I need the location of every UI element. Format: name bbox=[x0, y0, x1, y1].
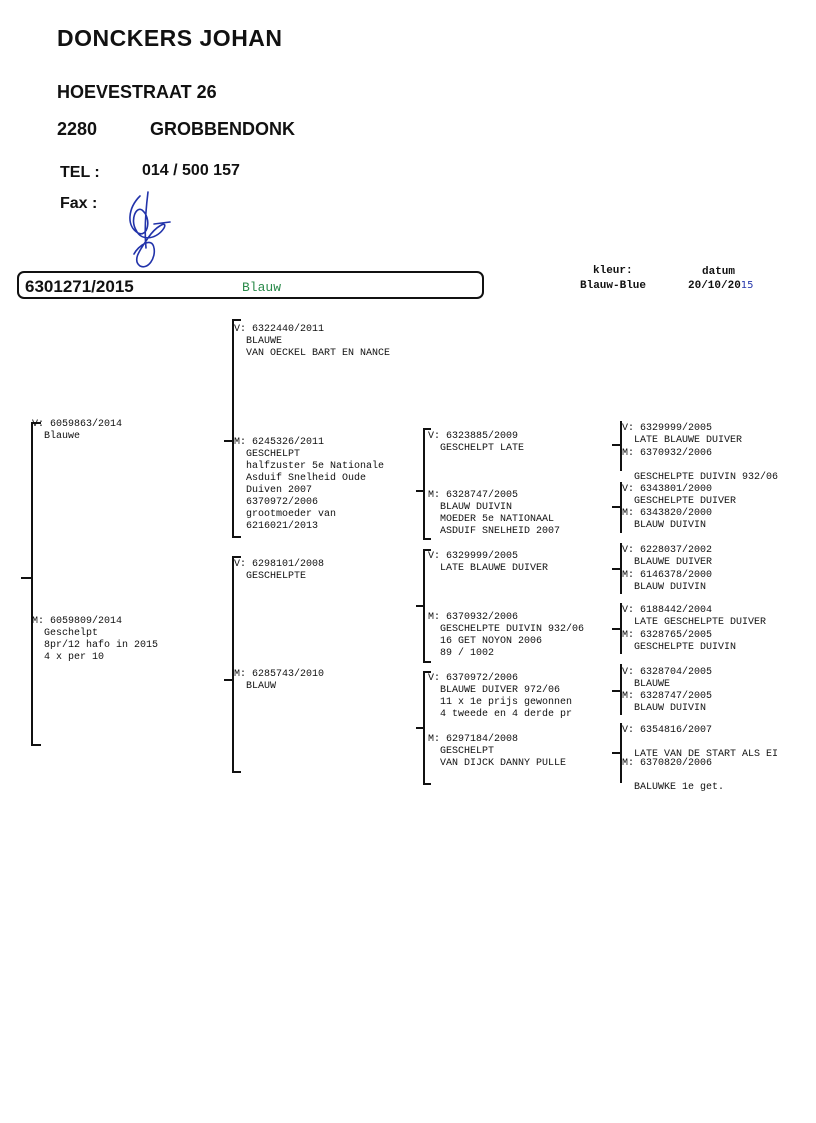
entry-line: BLAUWE bbox=[246, 336, 283, 347]
ring-number: V: 6343801/2000 bbox=[622, 484, 713, 495]
entry-line: GESCHELPT bbox=[440, 746, 495, 757]
bracket-gen3-b bbox=[423, 549, 425, 662]
ring-number: M: 6245326/2011 bbox=[234, 437, 325, 448]
entry-line: BLAUW bbox=[246, 681, 277, 692]
ring-number: M: 6370932/2006 bbox=[622, 448, 713, 459]
ring-number: V: 6328704/2005 bbox=[622, 667, 713, 678]
mother-father-entry bbox=[234, 559, 324, 583]
entry-line: 89 / 1002 bbox=[440, 648, 495, 659]
gen4-entry-7 bbox=[622, 605, 766, 629]
fax-label: Fax : bbox=[60, 195, 98, 212]
ring-number: V: 6059863/2014 bbox=[32, 419, 123, 430]
entry-line: 8pr/12 hafo in 2015 bbox=[44, 640, 159, 651]
entry-line: GESCHELPT LATE bbox=[440, 443, 525, 454]
entry-line: BLAUW DUIVIN bbox=[634, 520, 707, 531]
datum-label: datum bbox=[702, 266, 736, 278]
datum-printed: 20/10/20 bbox=[688, 280, 741, 292]
entry-line: LATE VAN DE START ALS EI bbox=[634, 749, 779, 760]
entry-line: VAN DIJCK DANNY PULLE bbox=[440, 758, 567, 769]
ring-number: M: 6285743/2010 bbox=[234, 669, 325, 680]
gen3-entry-5 bbox=[428, 673, 572, 721]
gen4-entry-11 bbox=[622, 725, 778, 761]
gen4-entry-9 bbox=[622, 667, 712, 691]
ring-number: V: 6329999/2005 bbox=[428, 551, 519, 562]
ring-number: M: 6370932/2006 bbox=[428, 612, 519, 623]
ring-number: M: 6059809/2014 bbox=[32, 616, 123, 627]
ring-number: V: 6354816/2007 bbox=[622, 725, 713, 736]
entry-line: Asduif Snelheid Oude bbox=[246, 473, 367, 484]
breeder-postcode: 2280 bbox=[57, 119, 98, 139]
handwritten-signature bbox=[118, 188, 178, 273]
entry-line: BLAUW DUIVIN bbox=[634, 582, 707, 593]
entry-line: GESCHELPTE bbox=[246, 571, 307, 582]
entry-line: LATE BLAUWE DUIVER bbox=[634, 435, 743, 446]
gen4-entry-2 bbox=[622, 448, 778, 484]
ring-number: M: 6328747/2005 bbox=[622, 691, 713, 702]
ring-number: V: 6298101/2008 bbox=[234, 559, 325, 570]
entry-line: 16 GET NOYON 2006 bbox=[440, 636, 543, 647]
entry-line: 4 tweede en 4 derde pr bbox=[440, 709, 573, 720]
gen3-entry-3 bbox=[428, 551, 548, 575]
gen4-entry-3 bbox=[622, 484, 736, 508]
entry-line: GESCHELPTE DUIVER bbox=[634, 496, 737, 507]
entry-line: 4 x per 10 bbox=[44, 652, 105, 663]
gen4-entry-6 bbox=[622, 570, 712, 594]
bracket-gen3-a bbox=[423, 428, 425, 539]
ring-number: V: 6322440/2011 bbox=[234, 324, 325, 335]
entry-line: 6216021/2013 bbox=[246, 521, 319, 532]
entry-line: Blauwe bbox=[44, 431, 81, 442]
breeder-name: DONCKERS JOHAN bbox=[57, 25, 283, 51]
entry-line: VAN OECKEL BART EN NANCE bbox=[246, 348, 391, 359]
entry-line: BLAUW DUIVIN bbox=[440, 502, 513, 513]
entry-line: GESCHELPTE DUIVIN 932/06 bbox=[634, 472, 779, 483]
gen4-entry-1 bbox=[622, 423, 742, 447]
gen4-entry-8 bbox=[622, 630, 736, 654]
tel-label: TEL : bbox=[60, 164, 100, 181]
gen4-entry-10 bbox=[622, 691, 712, 715]
gen3-entry-2 bbox=[428, 490, 560, 538]
entry-line: LATE GESCHELPTE DUIVER bbox=[634, 617, 767, 628]
kleur-label: kleur: bbox=[593, 265, 633, 277]
entry-line: halfzuster 5e Nationale bbox=[246, 461, 385, 472]
entry-line: BLAUW DUIVIN bbox=[634, 703, 707, 714]
bracket-gen1 bbox=[31, 422, 33, 745]
father-father-entry bbox=[234, 324, 390, 360]
bracket-gen3-c bbox=[423, 671, 425, 784]
gen4-entry-5 bbox=[622, 545, 712, 569]
ring-number: M: 6328765/2005 bbox=[622, 630, 713, 641]
entry-line: LATE BLAUWE DUIVER bbox=[440, 563, 549, 574]
entry-line: MOEDER 5e NATIONAAL bbox=[440, 514, 555, 525]
datum-value bbox=[688, 280, 754, 292]
entry-line: BLAUWE DUIVER 972/06 bbox=[440, 685, 561, 696]
entry-line bbox=[622, 770, 724, 782]
ring-number: M: 6328747/2005 bbox=[428, 490, 519, 501]
entry-line: GESCHELPT bbox=[246, 449, 301, 460]
entry-line: BLAUWE bbox=[634, 679, 671, 690]
gen3-entry-4 bbox=[428, 612, 584, 660]
entry-line bbox=[622, 460, 778, 472]
ring-number: M: 6343820/2000 bbox=[622, 508, 713, 519]
pigeon-color: Blauw bbox=[242, 280, 282, 295]
ring-number: M: 6146378/2000 bbox=[622, 570, 713, 581]
entry-line: GESCHELPTE DUIVIN bbox=[634, 642, 737, 653]
entry-line bbox=[622, 737, 778, 749]
breeder-street: HOEVESTRAAT 26 bbox=[57, 82, 217, 102]
ring-number: V: 6323885/2009 bbox=[428, 431, 519, 442]
father-mother-entry bbox=[234, 437, 384, 533]
entry-line: Geschelpt bbox=[44, 628, 99, 639]
gen4-entry-12 bbox=[622, 758, 724, 794]
bracket-gen2-mother bbox=[232, 556, 234, 772]
pigeon-ring-number: 6301271/2015 bbox=[25, 277, 134, 296]
entry-line: BALUWKE 1e get. bbox=[634, 782, 725, 793]
gen4-entry-4 bbox=[622, 508, 712, 532]
gen3-entry-1 bbox=[428, 431, 524, 455]
mother-entry bbox=[32, 616, 158, 664]
ring-number: V: 6329999/2005 bbox=[622, 423, 713, 434]
entry-line: 11 x 1e prijs gewonnen bbox=[440, 697, 573, 708]
mother-mother-entry bbox=[234, 669, 324, 693]
entry-line: GESCHELPTE DUIVIN 932/06 bbox=[440, 624, 585, 635]
gen3-entry-6 bbox=[428, 734, 566, 770]
datum-handwritten: 15 bbox=[740, 280, 754, 291]
ring-number: V: 6370972/2006 bbox=[428, 673, 519, 684]
entry-line: 6370972/2006 bbox=[246, 497, 319, 508]
ring-number: M: 6297184/2008 bbox=[428, 734, 519, 745]
entry-line: BLAUWE DUIVER bbox=[634, 557, 713, 568]
entry-line: ASDUIF SNELHEID 2007 bbox=[440, 526, 561, 537]
kleur-value: Blauw-Blue bbox=[580, 280, 647, 292]
entry-line: grootmoeder van bbox=[246, 509, 337, 520]
ring-number: V: 6188442/2004 bbox=[622, 605, 713, 616]
entry-line: Duiven 2007 bbox=[246, 485, 313, 496]
ring-number: M: 6370820/2006 bbox=[622, 758, 713, 769]
breeder-city: GROBBENDONK bbox=[150, 119, 296, 139]
tel-value: 014 / 500 157 bbox=[142, 162, 240, 179]
ring-number: V: 6228037/2002 bbox=[622, 545, 713, 556]
father-entry bbox=[32, 419, 122, 443]
